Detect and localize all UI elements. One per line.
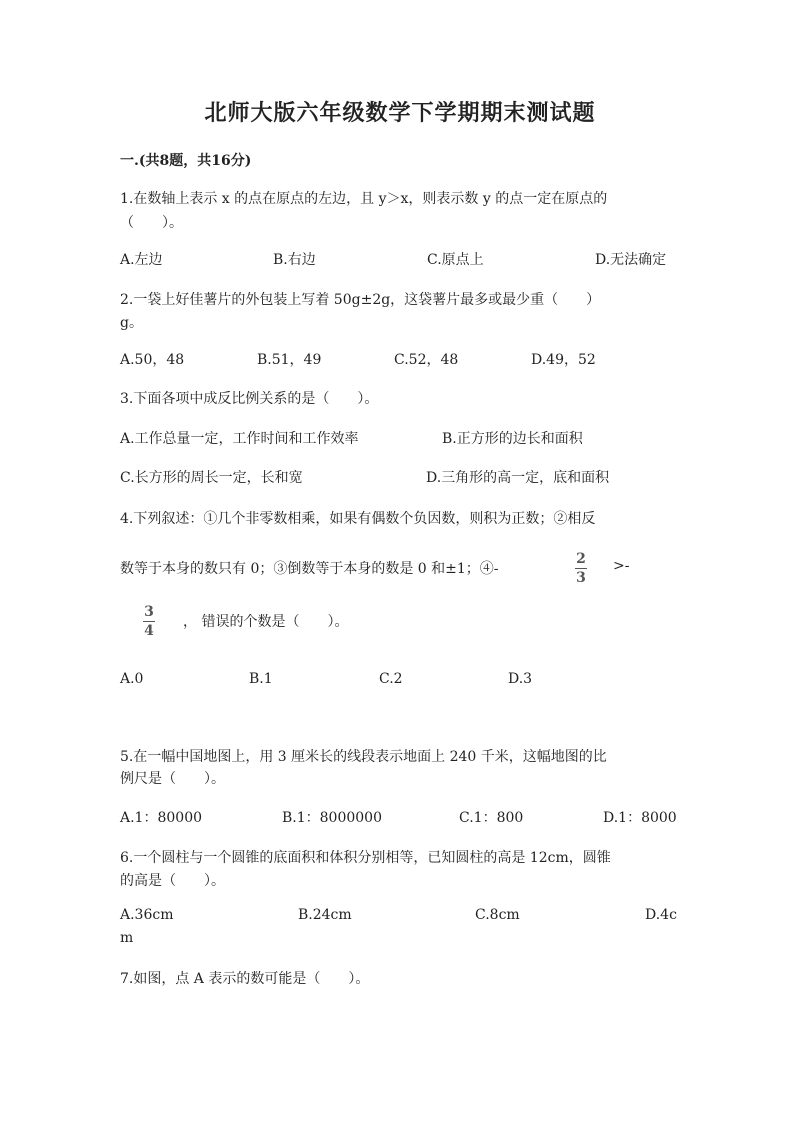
question-1-option-a[interactable]: A.左边 — [120, 252, 163, 268]
question-7-text: 7.如图，点 A 表示的数可能是（ ）。 — [120, 971, 370, 987]
question-4-option-c[interactable]: C.2 — [379, 671, 403, 687]
question-1-option-c[interactable]: C.原点上 — [427, 252, 484, 268]
question-5-option-a[interactable]: A.1：80000 — [120, 810, 203, 826]
question-2-text: 2.一袋上好佳薯片的外包装上写着 50g±2g，这袋薯片最多或最少重（ ） — [120, 292, 601, 308]
fraction-denominator: 4 — [144, 623, 154, 639]
question-6-option-a[interactable]: A.36cm — [120, 907, 174, 923]
question-5-option-d[interactable]: D.1：8000 — [603, 810, 677, 826]
question-2-option-d[interactable]: D.49，52 — [531, 352, 596, 368]
question-6-option-b[interactable]: B.24cm — [298, 907, 352, 923]
question-1-option-d[interactable]: D.无法确定 — [595, 252, 667, 268]
question-3-option-b[interactable]: B.正方形的边长和面积 — [442, 431, 583, 447]
question-6-option-d-wrap: m — [120, 930, 134, 946]
question-3-option-a[interactable]: A.工作总量一定，工作时间和工作效率 — [120, 431, 359, 447]
question-6-option-c[interactable]: C.8cm — [475, 907, 520, 923]
question-2-option-a[interactable]: A.50，48 — [120, 352, 185, 368]
question-5-option-b[interactable]: B.1：8000000 — [282, 810, 382, 826]
question-1-option-b[interactable]: B.右边 — [273, 252, 316, 268]
question-6-text-cont: 的高是（ ）。 — [120, 873, 225, 889]
fraction-two-thirds — [575, 551, 587, 586]
question-3-text: 3.下面各项中成反比例关系的是（ ）。 — [120, 391, 379, 407]
question-1-text-cont: （ ）。 — [120, 215, 183, 231]
question-2-option-b[interactable]: B.51，49 — [257, 352, 322, 368]
section-heading: 一.(共8题，共16分) — [120, 153, 252, 169]
question-4-option-b[interactable]: B.1 — [249, 671, 273, 687]
question-6-text: 6.一个圆柱与一个圆锥的底面积和体积分别相等，已知圆柱的高是 12cm，圆锥 — [120, 850, 611, 866]
fraction-numerator: 3 — [144, 604, 154, 620]
question-2-option-c[interactable]: C.52，48 — [394, 352, 459, 368]
question-4-option-d[interactable]: D.3 — [508, 671, 533, 687]
question-4-option-a[interactable]: A.0 — [120, 671, 144, 687]
page-title: 北师大版六年级数学下学期期末测试题 — [204, 100, 596, 126]
question-4-text-end: ， 错误的个数是（ ）。 — [183, 614, 349, 630]
fraction-bar — [143, 621, 155, 622]
question-2-text-cont: g。 — [120, 315, 143, 331]
question-1-text: 1.在数轴上表示 x 的点在原点的左边，且 y＞x，则表示数 y 的点一定在原点的 — [120, 191, 608, 207]
question-5-option-c[interactable]: C.1：800 — [459, 810, 524, 826]
question-4-text-cont: 数等于本身的数只有 0；③倒数等于本身的数是 0 和±1；④- — [120, 561, 499, 577]
question-3-option-d[interactable]: D.三角形的高一定，底和面积 — [426, 470, 610, 486]
fraction-three-quarters — [143, 604, 155, 639]
question-3-option-c[interactable]: C.长方形的周长一定，长和宽 — [120, 470, 303, 486]
question-5-text: 5.在一幅中国地图上，用 3 厘米长的线段表示地面上 240 千米，这幅地图的比 — [120, 749, 607, 765]
question-4-text: 4.下列叙述：①几个非零数相乘，如果有偶数个负因数，则积为正数；②相反 — [120, 511, 596, 527]
fraction-denominator: 3 — [576, 570, 586, 586]
question-4-comparison: >- — [613, 558, 630, 574]
fraction-numerator: 2 — [576, 551, 586, 567]
question-6-option-d[interactable]: D.4c — [645, 907, 677, 923]
fraction-bar — [575, 568, 587, 569]
question-5-text-cont: 例尺是（ ）。 — [120, 771, 225, 787]
